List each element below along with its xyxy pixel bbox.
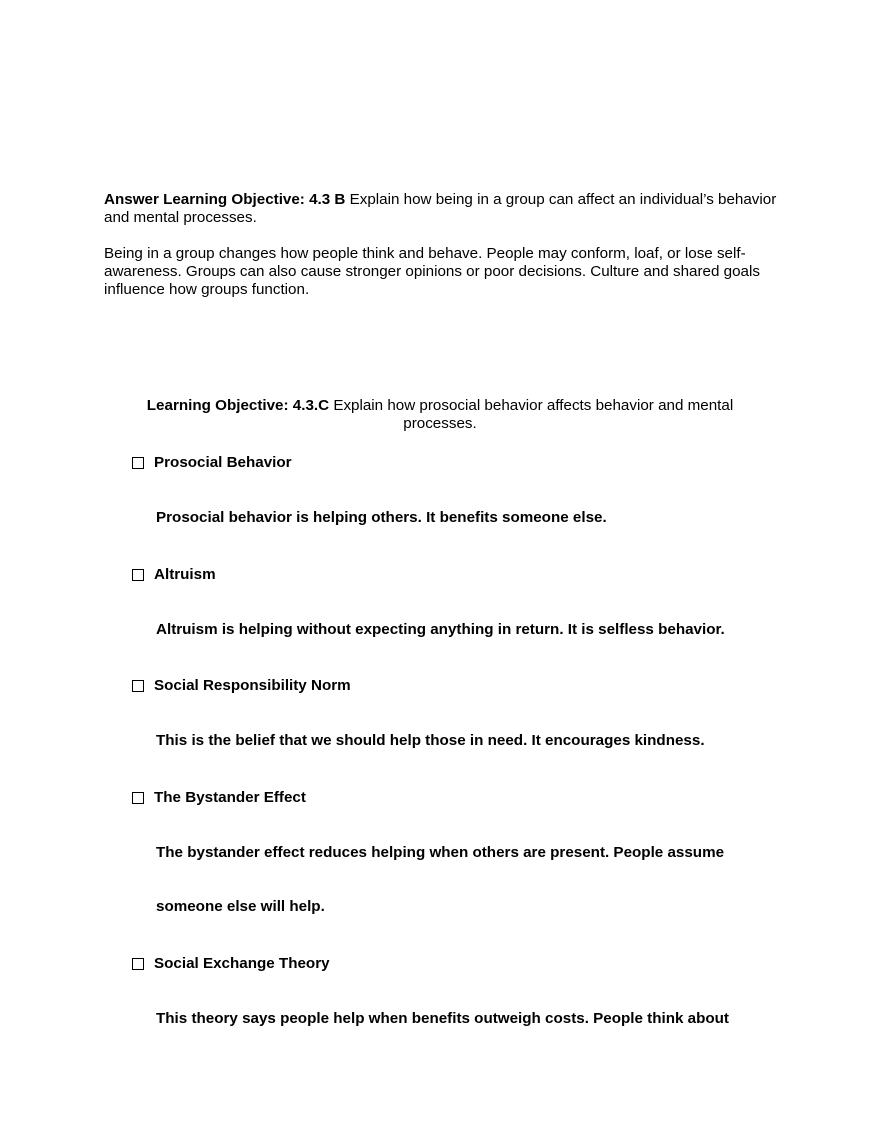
term-definition-continued: someone else will help. [156, 898, 325, 915]
checkbox-icon[interactable] [132, 569, 144, 581]
objective-4-3-b-label: Answer Learning Objective: 4.3 B [104, 191, 346, 208]
objective-4-3-b-prompt: Explain how being in a group can affect an individual’s behavior and mental processes. [104, 191, 777, 226]
objective-4-3-b-section [104, 191, 794, 299]
objective-4-3-b-answer: Being in a group changes how people think and behave. People may conform, loaf, or lose self-awareness. Groups can also cause stronger opinions or poor decisions. Culture and shared goals influence how groups function. [104, 245, 760, 298]
term-definition: Prosocial behavior is helping others. It benefits someone else. [156, 509, 607, 526]
term-label: The Bystander Effect [154, 789, 306, 806]
checkbox-icon[interactable] [132, 958, 144, 970]
term-item-social-exchange-theory [132, 955, 330, 973]
term-item-prosocial-behavior [132, 454, 292, 472]
term-item-social-responsibility-norm [132, 677, 351, 695]
term-definition: The bystander effect reduces helping when others are present. People assume [156, 844, 725, 861]
checkbox-icon[interactable] [132, 680, 144, 692]
objective-4-3-b-heading [104, 191, 794, 227]
objective-4-3-c-label: Learning Objective: 4.3.C [146, 397, 330, 414]
term-label: Prosocial Behavior [154, 454, 292, 471]
checkbox-icon[interactable] [132, 457, 144, 469]
term-label: Social Responsibility Norm [154, 677, 351, 694]
objective-4-3-c-prompt: Explain how prosocial behavior affects behavior and mental processes. [329, 397, 734, 432]
checkbox-icon[interactable] [132, 792, 144, 804]
term-definition: Altruism is helping without expecting anything in return. It is selfless behavior. [156, 621, 725, 638]
objective-4-3-c-heading [120, 397, 760, 433]
term-item-altruism [132, 566, 216, 584]
term-definition: This theory says people help when benefits outweigh costs. People think about [156, 1010, 729, 1027]
term-definition: This is the belief that we should help those in need. It encourages kindness. [156, 732, 705, 749]
term-label: Social Exchange Theory [154, 955, 330, 972]
term-item-bystander-effect [132, 789, 306, 807]
term-label: Altruism [154, 566, 216, 583]
